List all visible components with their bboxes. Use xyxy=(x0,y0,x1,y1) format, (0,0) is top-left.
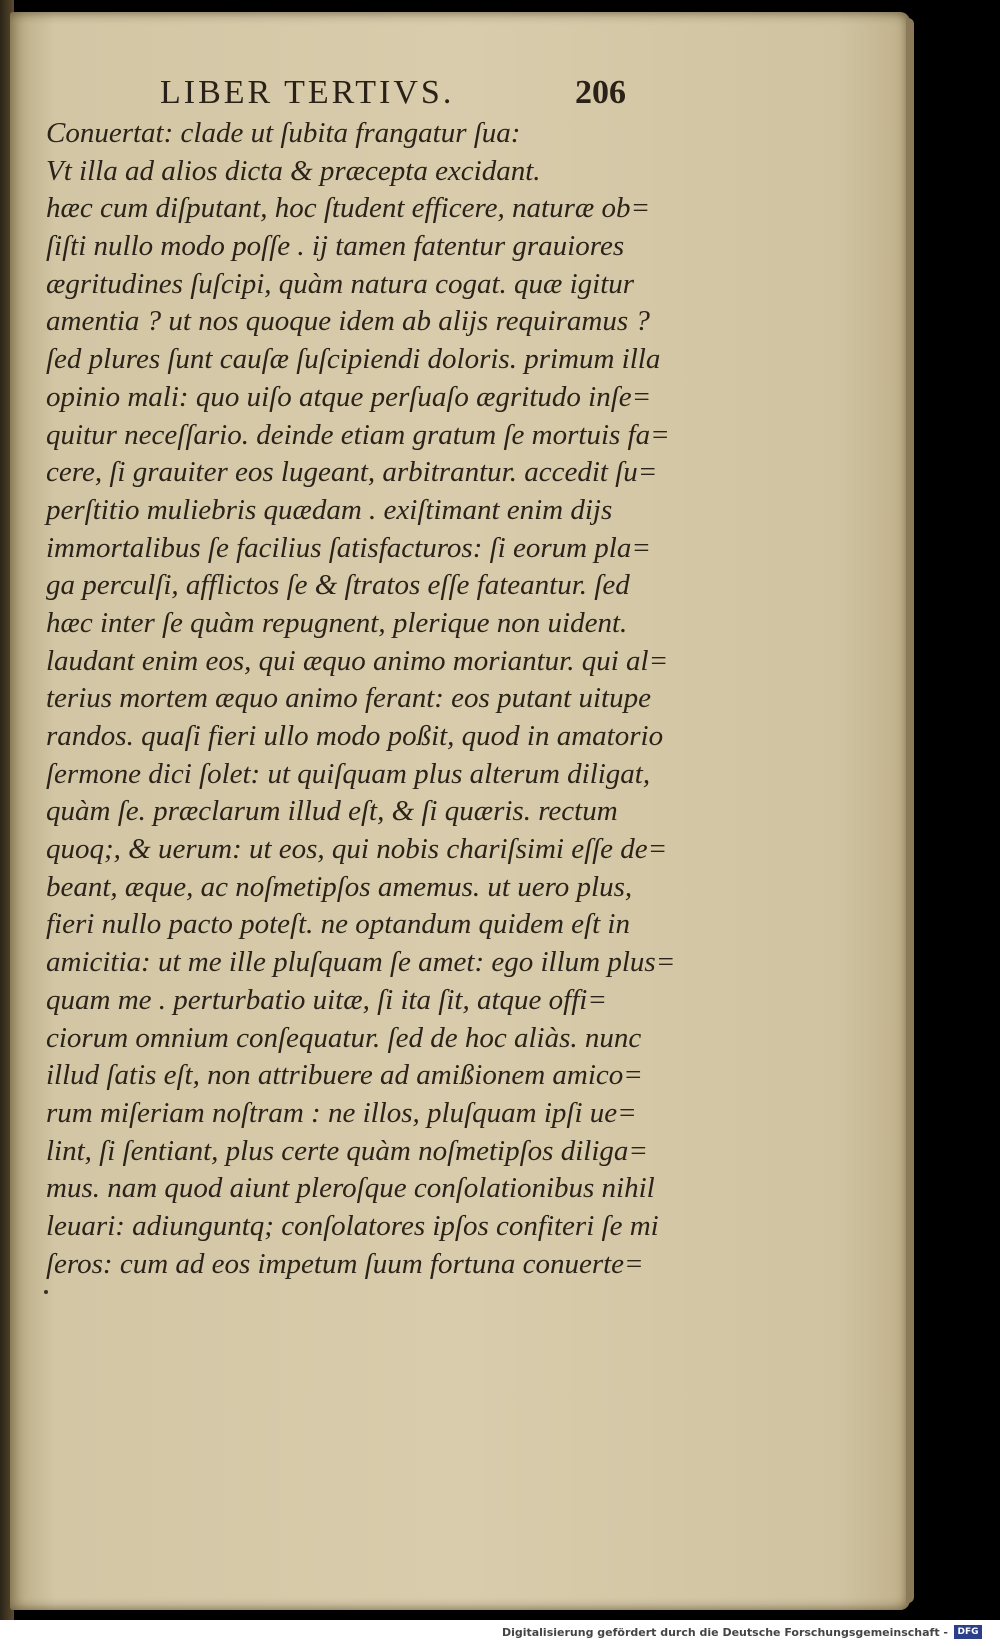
funding-credit: Digitalisierung gefördert durch die Deutsche Forschungsgemeinschaft - xyxy=(501,1626,948,1639)
text-line: terius mortem æquo animo ferant: eos putant uitupe xyxy=(46,682,651,715)
text-line: ga perculſi, afflictos ſe & ſtratos eſſe fateantur. ſed xyxy=(46,569,630,602)
page-header xyxy=(160,74,640,120)
text-line: hæc cum diſputant, hoc ſtudent efficere, naturæ ob= xyxy=(46,192,651,225)
text-line: perſtitio muliebris quædam . exiſtimant enim dijs xyxy=(46,493,613,526)
text-line: quitur neceſſario. deinde etiam gratum ſe mortuis fa= xyxy=(46,418,670,451)
text-line: ſed plures ſunt cauſæ ſuſcipiendi doloris. primum illa xyxy=(46,343,661,376)
text-line: leuari: adiunguntq; conſolatores ipſos confiteri ſe mi xyxy=(46,1209,659,1242)
text-line: hæc inter ſe quàm repugnent, plerique non uident. xyxy=(46,606,628,639)
page-number: 206 xyxy=(575,74,626,111)
text-line: randos. quaſi fieri ullo modo poßit, quod in amatorio xyxy=(46,720,664,752)
ink-mark xyxy=(44,1290,48,1294)
text-line: laudant enim eos, qui æquo animo moriantur. qui al= xyxy=(46,644,669,677)
text-line: amicitia: ut me ille pluſquam ſe amet: ego illum plus= xyxy=(46,946,676,979)
text-line: quoq;, & uerum: ut eos, qui nobis chariſsimi eſſe de= xyxy=(46,833,668,866)
text-line: illud ſatis eſt, non attribuere ad amißionem amico= xyxy=(46,1059,643,1092)
body-text xyxy=(46,115,676,1283)
page-edge xyxy=(906,18,914,1603)
text-line: Conuertat: clade ut ſubita frangatur ſua: xyxy=(46,117,521,149)
text-line: fieri nullo pacto poteſt. ne optandum quidem eſt in xyxy=(46,908,630,941)
text-line: amentia ? ut nos quoque idem ab alijs requiramus ? xyxy=(46,305,650,338)
text-line: immortalibus ſe facilius ſatisfacturos: ſi eorum pla= xyxy=(46,531,651,564)
text-line: lint, ſi ſentiant, plus certe quàm noſmetipſos diliga= xyxy=(46,1134,648,1167)
footer-bar xyxy=(0,1620,1000,1646)
running-head: LIBER TERTIVS. xyxy=(160,74,455,111)
text-line: quàm ſe. præclarum illud eſt, & ſi quæris. rectum xyxy=(46,795,618,828)
text-line: mus. nam quod aiunt pleroſque conſolationibus nihil xyxy=(46,1172,655,1205)
text-line: ſiſti nullo modo poſſe . ij tamen fatentur grauiores xyxy=(46,230,625,263)
text-line: ciorum omnium conſequatur. ſed de hoc aliàs. nunc xyxy=(46,1021,642,1054)
text-line: ægritudines ſuſcipi, quàm natura cogat. quæ igitur xyxy=(46,267,635,300)
text-line: quam me . perturbatio uitæ, ſi ita ſit, atque offi= xyxy=(46,983,607,1016)
text-line: ſeros: cum ad eos impetum ſuum fortuna conuerte= xyxy=(46,1247,644,1280)
text-line: beant, æque, ac noſmetipſos amemus. ut uero plus, xyxy=(46,870,633,903)
text-line: Vt illa ad alios dicta & præcepta excidant. xyxy=(46,154,541,187)
text-line: opinio mali: quo uiſo atque perſuaſo ægritudo inſe= xyxy=(46,380,652,413)
text-line: ſermone dici ſolet: ut quiſquam plus alterum diligat, xyxy=(46,757,651,790)
text-line: rum miſeriam noſtram : ne illos, pluſquam ipſi ue= xyxy=(46,1096,637,1129)
text-line: cere, ſi grauiter eos lugeant, arbitrantur. accedit ſu= xyxy=(46,456,658,489)
dfg-logo: DFG xyxy=(954,1625,982,1639)
